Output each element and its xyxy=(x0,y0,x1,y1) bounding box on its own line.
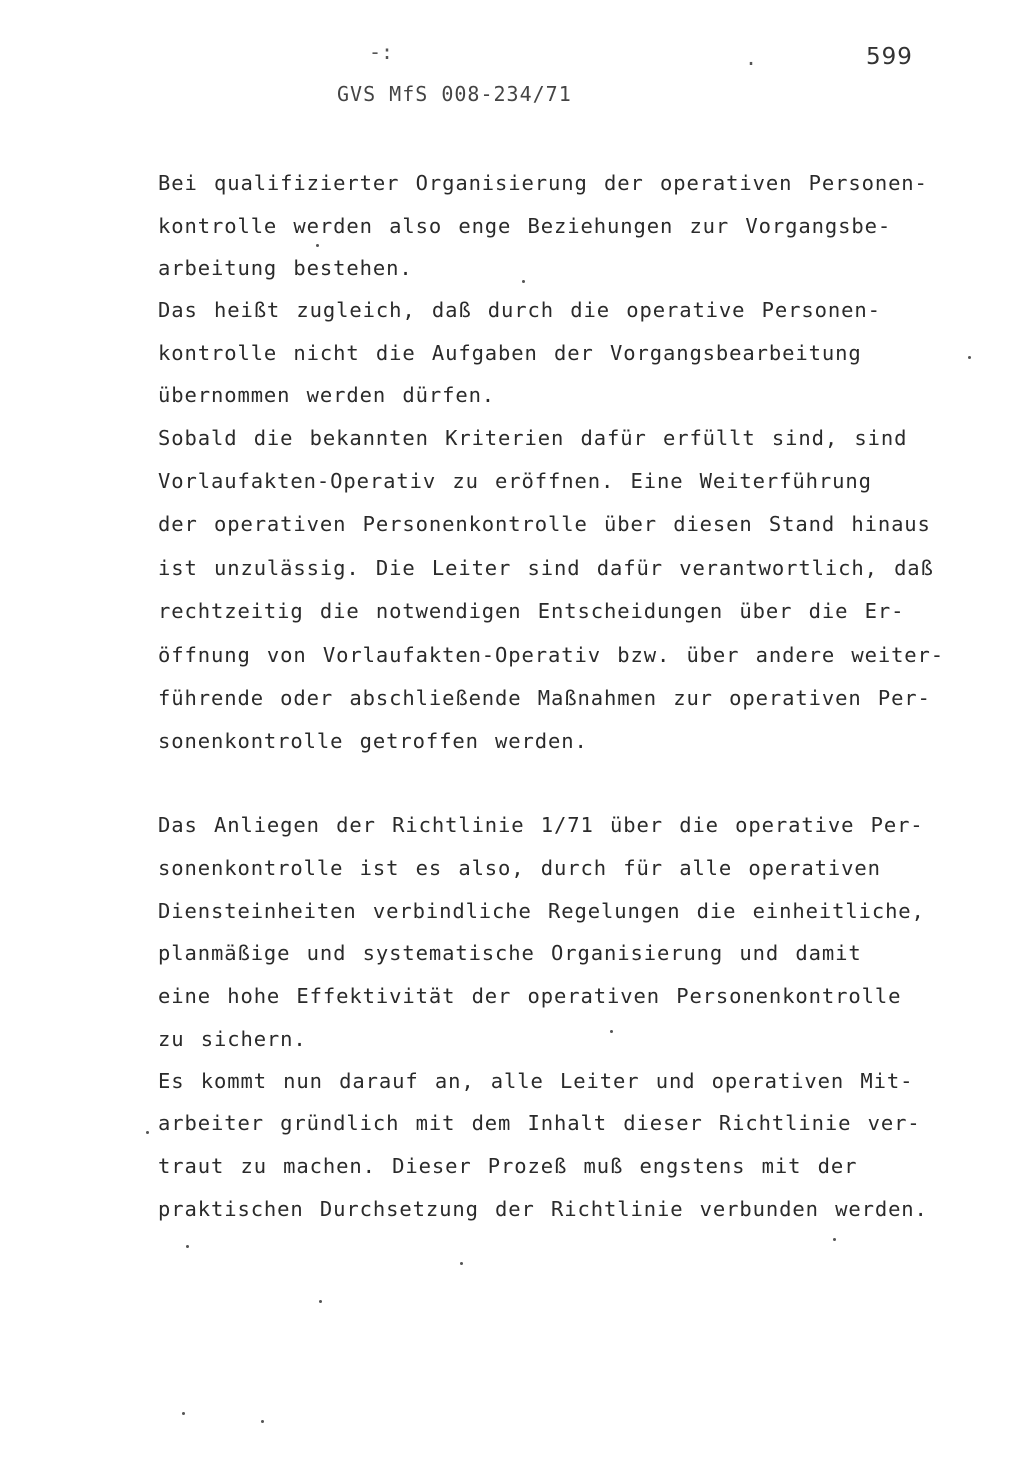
scan-speck xyxy=(968,356,971,359)
text-line: Sobald die bekannten Kriterien dafür erfüllt sind, sind xyxy=(158,426,908,450)
scan-speck xyxy=(833,1238,836,1241)
scan-speck xyxy=(316,244,319,247)
scan-speck xyxy=(522,280,525,283)
text-line: öffnung von Vorlaufakten-Operativ bzw. über andere weiter- xyxy=(158,643,945,667)
text-line: planmäßige und systematische Organisierung und damit xyxy=(158,941,862,965)
text-line: Es kommt nun darauf an, alle Leiter und operativen Mit- xyxy=(158,1069,914,1093)
top-dot: . xyxy=(745,46,758,70)
text-line: kontrolle werden also enge Beziehungen zur Vorgangsbe- xyxy=(158,214,892,238)
text-line: praktischen Durchsetzung der Richtlinie verbunden werden. xyxy=(158,1197,928,1221)
text-line: kontrolle nicht die Aufgaben der Vorgangsbearbeitung xyxy=(158,341,862,365)
text-line: traut zu machen. Dieser Prozeß muß engstens mit der xyxy=(158,1154,858,1178)
scan-speck xyxy=(319,1300,322,1303)
text-line: rechtzeitig die notwendigen Entscheidungen über die Er- xyxy=(158,599,905,623)
text-line: führende oder abschließende Maßnahmen zur operativen Per- xyxy=(158,686,931,710)
top-mark: -: xyxy=(369,40,394,64)
text-line: sonenkontrolle ist es also, durch für alle operativen xyxy=(158,856,881,880)
scan-speck xyxy=(460,1262,463,1265)
scan-speck xyxy=(186,1245,189,1248)
text-line: arbeitung bestehen. xyxy=(158,256,413,280)
scan-speck xyxy=(182,1412,185,1415)
text-line: Bei qualifizierter Organisierung der operativen Personen- xyxy=(158,171,928,195)
scan-speck xyxy=(610,1030,613,1033)
text-line: eine hohe Effektivität der operativen Personenkontrolle xyxy=(158,984,902,1008)
text-line: ist unzulässig. Die Leiter sind dafür verantwortlich, daß xyxy=(158,556,934,580)
text-line: übernommen werden dürfen. xyxy=(158,383,496,407)
text-line: sonenkontrolle getroffen werden. xyxy=(158,729,588,753)
text-line: der operativen Personenkontrolle über diesen Stand hinaus xyxy=(158,512,931,536)
text-line: arbeiter gründlich mit dem Inhalt dieser Richtlinie ver- xyxy=(158,1111,921,1135)
document-reference: GVS MfS 008-234/71 xyxy=(337,82,572,106)
text-line: Das heißt zugleich, daß durch die operative Personen- xyxy=(158,298,881,322)
text-line: zu sichern. xyxy=(158,1027,307,1051)
scan-speck xyxy=(146,1131,149,1134)
text-line: Das Anliegen der Richtlinie 1/71 über die operative Per- xyxy=(158,813,924,837)
page-number: 599 xyxy=(866,44,913,70)
text-line: Diensteinheiten verbindliche Regelungen die einheitliche, xyxy=(158,899,925,923)
scan-speck xyxy=(261,1420,264,1423)
text-line: Vorlaufakten-Operativ zu eröffnen. Eine Weiterführung xyxy=(158,469,872,493)
